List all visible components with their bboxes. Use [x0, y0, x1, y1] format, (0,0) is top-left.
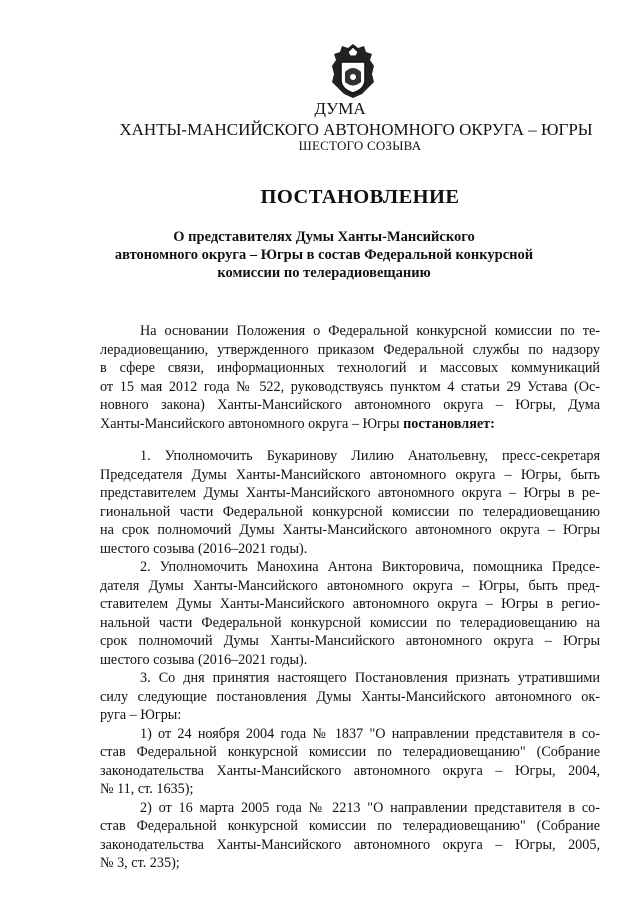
- item-3-line: 3. Со дня принятия настоящего Постановления признать утратившими: [140, 670, 600, 686]
- preamble-line: в сфере связи, информационных технологий и массовых коммуникаций: [100, 360, 600, 376]
- preamble-line-text: Ханты-Мансийского автономного округа – Югры: [100, 415, 404, 432]
- sub-item-2-line: 2) от 16 марта 2005 года № 2213 "О направлении представителя в со-: [140, 799, 600, 816]
- item-1-line: шестого созыва (2016–2021 годы).: [100, 540, 308, 557]
- preamble-last-line: [100, 415, 600, 434]
- subject-line: О представителях Думы Ханты-Мансийского: [173, 229, 475, 245]
- organization-name: ДУМА: [314, 99, 366, 118]
- item-3-line: руга – Югры:: [100, 707, 182, 723]
- convocation: ШЕСТОГО СОЗЫВА: [298, 138, 422, 153]
- sub-item-2-line: законодательства Ханты-Мансийского автономного округа – Югры, 2005,: [100, 836, 600, 853]
- item-1-line: представителем Думы Ханты-Мансийского автономного округа – Югры в ре-: [100, 485, 600, 501]
- item-1-line: Председателя Думы Ханты-Мансийского автономного округа – Югры, быть: [100, 466, 600, 483]
- item-3-line: силу следующие постановления Думы Ханты-Мансийского автономного ок-: [100, 688, 600, 705]
- subject-line: автономного округа – Югры в состав Федеральной конкурсной: [114, 247, 534, 263]
- preamble-line: лерадиовещанию, утвержденного приказом Федеральной службы по надзору: [100, 341, 600, 358]
- item-2-line: нальной части Федеральной конкурсной комиссии по телерадиовещанию на: [100, 614, 600, 631]
- sub-item-2-line: № 3, ст. 235);: [100, 855, 180, 871]
- item-2-line: ставителем Думы Ханты-Мансийского автономного округа – Югры в регио-: [100, 596, 600, 612]
- sub-item-1-line: 1) от 24 ноября 2004 года № 1837 "О направлении представителя в со-: [140, 725, 600, 742]
- document-body: [100, 322, 600, 873]
- document-subject: [94, 228, 554, 282]
- sub-item-1-line: № 11, ст. 1635);: [100, 781, 194, 797]
- item-2-line: дателя Думы Ханты-Мансийского автономного округа – Югры, быть пред-: [100, 577, 600, 594]
- item-1-line: на срок полномочий Думы Ханты-Мансийского автономного округа – Югры: [100, 522, 600, 538]
- item-2-line: шестого созыва (2016–2021 годы).: [100, 651, 308, 668]
- item-2-line: срок полномочий Думы Ханты-Мансийского автономного округа – Югры: [100, 633, 600, 649]
- decision-word: постановляет:: [403, 415, 495, 432]
- item-1-line: 1. Уполномочить Букаринову Лилию Анатольевну, пресс-секретаря: [140, 448, 600, 464]
- sub-item-1-line: законодательства Ханты-Мансийского автономного округа – Югры, 2004,: [100, 762, 600, 779]
- preamble-line: На основании Положения о Федеральной конкурсной комиссии по те-: [140, 323, 600, 339]
- preamble-line: от 15 мая 2012 года № 522, руководствуясь пунктом 4 статьи 29 Устава (Ос-: [100, 378, 600, 395]
- region-name: ХАНТЫ-МАНСИЙСКОГО АВТОНОМНОГО ОКРУГА – ЮГРЫ: [119, 120, 593, 139]
- sub-item-1-line: став Федеральной конкурсной комиссии по телерадиовещанию" (Собрание: [100, 744, 600, 760]
- item-1-line: гиональной части Федеральной конкурсной комиссии по телерадиовещанию: [100, 503, 600, 520]
- subject-line: комиссии по телерадиовещанию: [217, 265, 431, 281]
- item-2-line: 2. Уполномочить Манохина Антона Викторовича, помощника Предсе-: [140, 559, 600, 575]
- document-type: ПОСТАНОВЛЕНИЕ: [260, 186, 460, 208]
- coat-of-arms-icon: [328, 42, 378, 100]
- preamble-line: новного закона) Ханты-Мансийского автономного округа – Югры, Дума: [100, 397, 600, 413]
- sub-item-2-line: став Федеральной конкурсной комиссии по телерадиовещанию" (Собрание: [100, 818, 600, 834]
